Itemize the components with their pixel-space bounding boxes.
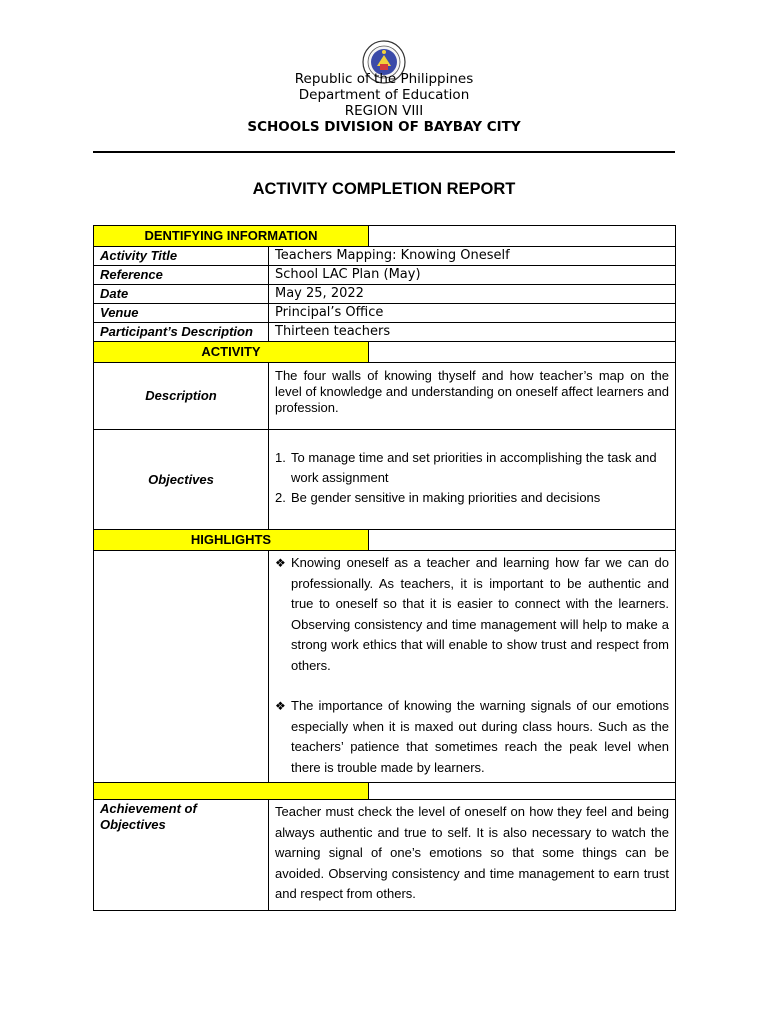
objectives-cell bbox=[269, 430, 676, 530]
achievement-text: Teacher must check the level of oneself on how they feel and being always authentic and true to self. It is also necessary to watch the warning signal of one’s emotions so that some things can be avoided. Observing consistency and time management to earn trust and respect from others. bbox=[269, 800, 676, 911]
objectives-list bbox=[275, 448, 669, 508]
reference-label: Reference bbox=[94, 266, 269, 285]
table-row bbox=[94, 285, 676, 304]
list-item: ❖ The importance of knowing the warning signals of our emotions especially when it is maxed out during class hours. Such as the teachers’ patience that sometimes reach the peak level when there is trouble made by learners. bbox=[275, 698, 669, 775]
description-label: Description bbox=[94, 363, 269, 430]
header-divider bbox=[93, 151, 675, 153]
header-department: Department of Education bbox=[298, 87, 470, 103]
activity-heading-blank bbox=[369, 342, 676, 363]
list-item: 2. Be gender sensitive in making priorities and decisions bbox=[275, 490, 601, 505]
achievement-label: Achievement of Objectives bbox=[94, 800, 269, 911]
header-republic: Republic of the Philippines bbox=[294, 71, 474, 87]
highlights-heading-blank bbox=[369, 530, 676, 551]
table-row bbox=[94, 247, 676, 266]
report-title: ACTIVITY COMPLETION REPORT bbox=[252, 180, 516, 198]
highlights-left-blank bbox=[94, 551, 269, 783]
reference-value: School LAC Plan (May) bbox=[269, 266, 676, 285]
date-value: May 25, 2022 bbox=[269, 285, 676, 304]
highlights-heading: HIGHLIGHTS bbox=[94, 530, 369, 551]
activity-title-value: Teachers Mapping: Knowing Oneself bbox=[269, 247, 676, 266]
table-row bbox=[94, 266, 676, 285]
table-row bbox=[94, 323, 676, 342]
header-region: REGION VIII bbox=[344, 103, 424, 119]
description-text: The four walls of knowing thyself and how teacher’s map on the level of knowledge and understanding on oneself affect learners and profession. bbox=[269, 363, 676, 430]
header-division: SCHOOLS DIVISION OF BAYBAY CITY bbox=[247, 119, 521, 135]
activity-title-label: Activity Title bbox=[94, 247, 269, 266]
empty-yellow-band bbox=[94, 783, 369, 800]
activity-heading: ACTIVITY bbox=[94, 342, 369, 363]
four-diamond-bullet-icon: ❖ bbox=[275, 556, 286, 570]
four-diamond-bullet-icon: ❖ bbox=[275, 699, 286, 713]
date-label: Date bbox=[94, 285, 269, 304]
table-row bbox=[94, 304, 676, 323]
report-table bbox=[93, 225, 676, 911]
participants-value: Thirteen teachers bbox=[269, 323, 676, 342]
highlights-cell bbox=[269, 551, 676, 783]
objectives-label: Objectives bbox=[94, 430, 269, 530]
empty-band-blank bbox=[369, 783, 676, 800]
venue-value: Principal’s Office bbox=[269, 304, 676, 323]
participants-label: Participant’s Description bbox=[94, 323, 269, 342]
identifying-heading: DENTIFYING INFORMATION bbox=[94, 226, 369, 247]
venue-label: Venue bbox=[94, 304, 269, 323]
list-item: 1. To manage time and set priorities in accomplishing the task and work assignment bbox=[275, 450, 657, 485]
identifying-heading-blank bbox=[369, 226, 676, 247]
list-item: ❖ Knowing oneself as a teacher and learning how far we can do professionally. As teachers, it is important to be authentic and true to oneself so that it is easier to connect with the learners. Observing consistency and time management will help to make a strong work ethics that will enable to show trust and respect from others. bbox=[275, 555, 669, 673]
